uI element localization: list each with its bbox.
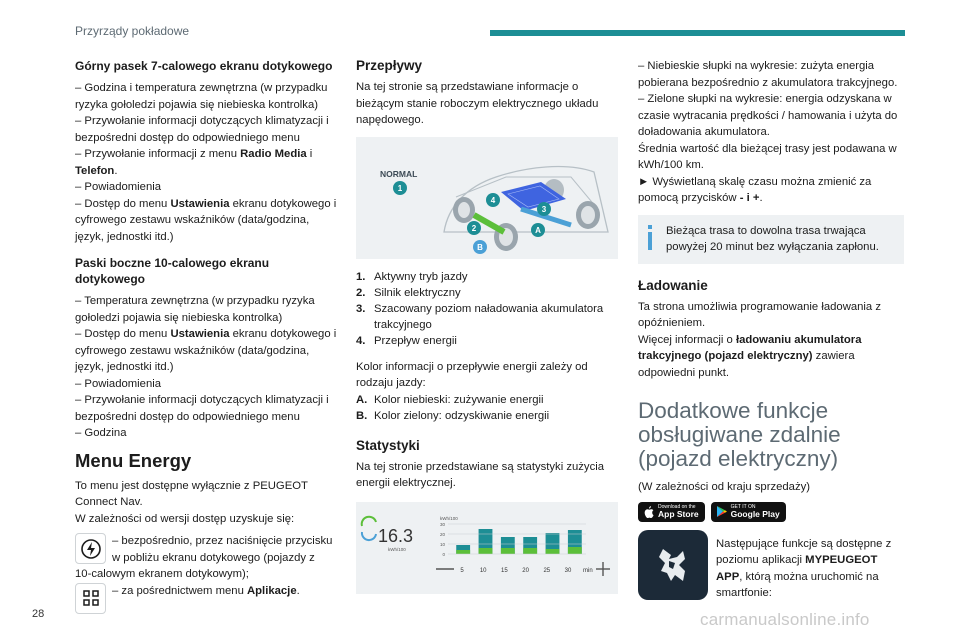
stats-title: Statystyki	[356, 437, 420, 453]
text-line: – Dostęp do menu Ustawienia ekranu dotykowego i cyfrowego zestawu wskaźników (data/godzina, język, jednostki itd.)	[75, 328, 337, 373]
menu-energy-p1: To menu jest dostępne wyłącznie z PEUGEOT Connect Nav.	[75, 479, 308, 508]
stats-chart	[356, 502, 618, 594]
store-badges	[638, 502, 904, 522]
lettered-legend	[356, 392, 618, 424]
column-right	[638, 58, 904, 602]
energy-flow-illustration	[356, 137, 618, 259]
access-apps-text: – za pośrednictwem menu Aplikacje.	[112, 584, 300, 597]
x-tick-label: 20	[522, 567, 529, 574]
text-line: – Przywołanie informacji dotyczących klimatyzacji i bezpośredni dostęp do odpowiedniego menu	[75, 115, 329, 144]
access-direct-text: – bezpośrednio, przez naciśnięcie przycisku w pobliżu ekranu dotykowego (pojazdy z	[112, 535, 333, 564]
mypeugeot-app	[638, 530, 904, 602]
marker-B-label: B	[477, 242, 483, 252]
legend-item-4: 4. Przepływ energii	[356, 334, 457, 347]
info-text: Bieżąca trasa to dowolna trasa trwająca powyżej 20 minut bez wyłączania zapłonu.	[666, 224, 879, 253]
marker-1-label: 1	[397, 183, 403, 193]
text-line: – Godzina	[75, 427, 127, 439]
header-accent-bar	[490, 30, 905, 36]
section-side-bars-body	[75, 293, 340, 442]
x-axis-unit: min	[583, 567, 593, 574]
energy-recovery-icon	[362, 516, 376, 539]
info-icon	[644, 223, 656, 256]
charging-title: Ładowanie	[638, 277, 708, 293]
charging-p1: Ta strona umożliwia programowanie ładowania z opóźnieniem.	[638, 300, 882, 329]
app-store-badge[interactable]: Download on the App Store	[638, 502, 705, 522]
legend-item-A: A. Kolor niebieski: zużywanie energii	[356, 393, 544, 406]
x-tick-label: 10	[479, 567, 487, 574]
y-tick-label: 30	[439, 521, 445, 527]
section-top-bar-body	[75, 80, 340, 245]
numbered-legend	[356, 269, 618, 349]
stats-screen	[356, 502, 618, 594]
access-direct-text-cont: 10-calowym ekranem dotykowym);	[75, 568, 249, 580]
apps-grid-icon	[75, 583, 106, 614]
app-description: Następujące funkcje są dostępne z poziomu aplikacji MYPEUGEOT APP, którą można uruchomić na smartfonie:	[716, 537, 892, 599]
section-title-top-bar: Górny pasek 7-calowego ekranu dotykowego	[75, 59, 333, 73]
section-title-side-bars: Paski boczne 10-calowego ekranu dotykowego	[75, 256, 270, 286]
stats-paragraph: Na tej stronie przedstawiane są statystyki zużycia energii elektrycznej.	[356, 460, 605, 489]
drive-mode-label: NORMAL	[380, 168, 418, 179]
x-tick-label: 5	[460, 567, 464, 574]
flows-paragraph: Na tej stronie są przedstawiane informacje o bieżącym stanie roboczym elektrycznego układu napędowego.	[356, 81, 599, 126]
access-direct	[75, 533, 340, 566]
legend-item-1: 1. Aktywny tryb jazdy	[356, 270, 468, 283]
y-tick-label: 10	[439, 541, 445, 547]
bar-green	[479, 548, 493, 554]
text-line: – Powiadomienia	[75, 377, 162, 390]
text-line: – Niebieskie słupki na wykresie: zużyta energia pobierana bezpośrednio z akumulatora trakcyjnego.	[638, 60, 898, 89]
info-box	[638, 215, 904, 264]
country-note: (W zależności od kraju sprzedaży)	[638, 481, 811, 493]
x-tick-label: 25	[543, 567, 551, 574]
text-line: – Temperatura zewnętrzna (w przypadku ryzyka gołoledzi pojawia się niebieska kontrolka)	[75, 295, 315, 324]
x-tick-label: 30	[564, 567, 572, 574]
stats-unit: kWh/100	[388, 546, 406, 552]
bar-green	[501, 548, 515, 554]
stats-explanation	[638, 58, 904, 207]
bar-green	[546, 549, 560, 554]
energy-button-icon	[75, 533, 106, 564]
google-play-icon	[717, 506, 727, 517]
text-line: – Zielone słupki na wykresie: energia odzyskana w czasie wytracania prędkości / hamowania i użyta do doładowania akumulatora.	[638, 93, 898, 138]
apple-icon	[644, 506, 654, 518]
menu-energy-title: Menu Energy	[75, 449, 192, 471]
stats-value: 16.3	[378, 525, 414, 546]
header-title: Przyrządy pokładowe	[75, 24, 190, 38]
stats-axis-unit: kWh/100	[440, 515, 458, 521]
legend-item-3: 3. Szacowany poziom naładowania akumulatora trakcyjnego	[356, 302, 604, 331]
marker-A-label: A	[535, 225, 541, 235]
legend-item-B: B. Kolor zielony: odzyskiwanie energii	[356, 409, 550, 422]
google-play-badge[interactable]: GET IT ON Google Play	[711, 502, 786, 522]
y-tick-label: 20	[439, 531, 445, 537]
watermark: carmanualsonline.info	[700, 610, 870, 629]
y-tick-label: 0	[442, 551, 445, 557]
text-line: ► Wyświetlaną skalę czasu można zmienić za pomocą przycisków - i +.	[638, 175, 872, 204]
text-line: – Powiadomienia	[75, 181, 162, 193]
access-apps	[75, 583, 340, 614]
page-number: 28	[32, 608, 45, 620]
text-line: – Dostęp do menu Ustawienia ekranu dotykowego i cyfrowego zestawu wskaźników (data/godzina, język, jednostki itd.)	[75, 197, 337, 243]
x-tick-label: 15	[501, 567, 508, 574]
remote-features-title: Dodatkowe funkcje obsługiwane zdalnie (pojazd elektryczny)	[638, 398, 841, 471]
text-line: – Przywołanie informacji z menu Radio Media i Telefon.	[75, 148, 313, 177]
text-line: – Przywołanie informacji dotyczących klimatyzacji i bezpośredni dostęp do odpowiedniego menu	[75, 394, 329, 423]
menu-energy-p2: W zależności od wersji dostęp uzyskuje się:	[75, 512, 295, 525]
marker-4-label: 4	[490, 195, 496, 205]
color-paragraph: Kolor informacji o przepływie energii zależy od rodzaju jazdy:	[356, 360, 588, 389]
bar-green	[523, 548, 537, 554]
flows-title: Przepływy	[356, 58, 423, 73]
peugeot-lion-logo-icon	[638, 530, 708, 600]
bar-green	[456, 550, 470, 554]
marker-3-label: 3	[541, 204, 547, 214]
column-left	[75, 58, 340, 614]
legend-item-2: 2. Silnik elektryczny	[356, 286, 461, 299]
column-middle	[356, 58, 618, 600]
scale-plus-button[interactable]	[596, 562, 610, 576]
charging-p2: Więcej informacji o ładowaniu akumulatora trakcyjnego (pojazd elektryczny) zawiera odpowiedni punkt.	[638, 333, 862, 379]
bar-green	[568, 547, 582, 554]
text-line: – Godzina i temperatura zewnętrzna (w przypadku ryzyka gołoledzi pojawia się niebieska kontrolka)	[75, 82, 328, 111]
marker-2-label: 2	[471, 223, 477, 233]
text-line: Średnia wartość dla bieżącej trasy jest podawana w kWh/100 km.	[638, 142, 897, 171]
